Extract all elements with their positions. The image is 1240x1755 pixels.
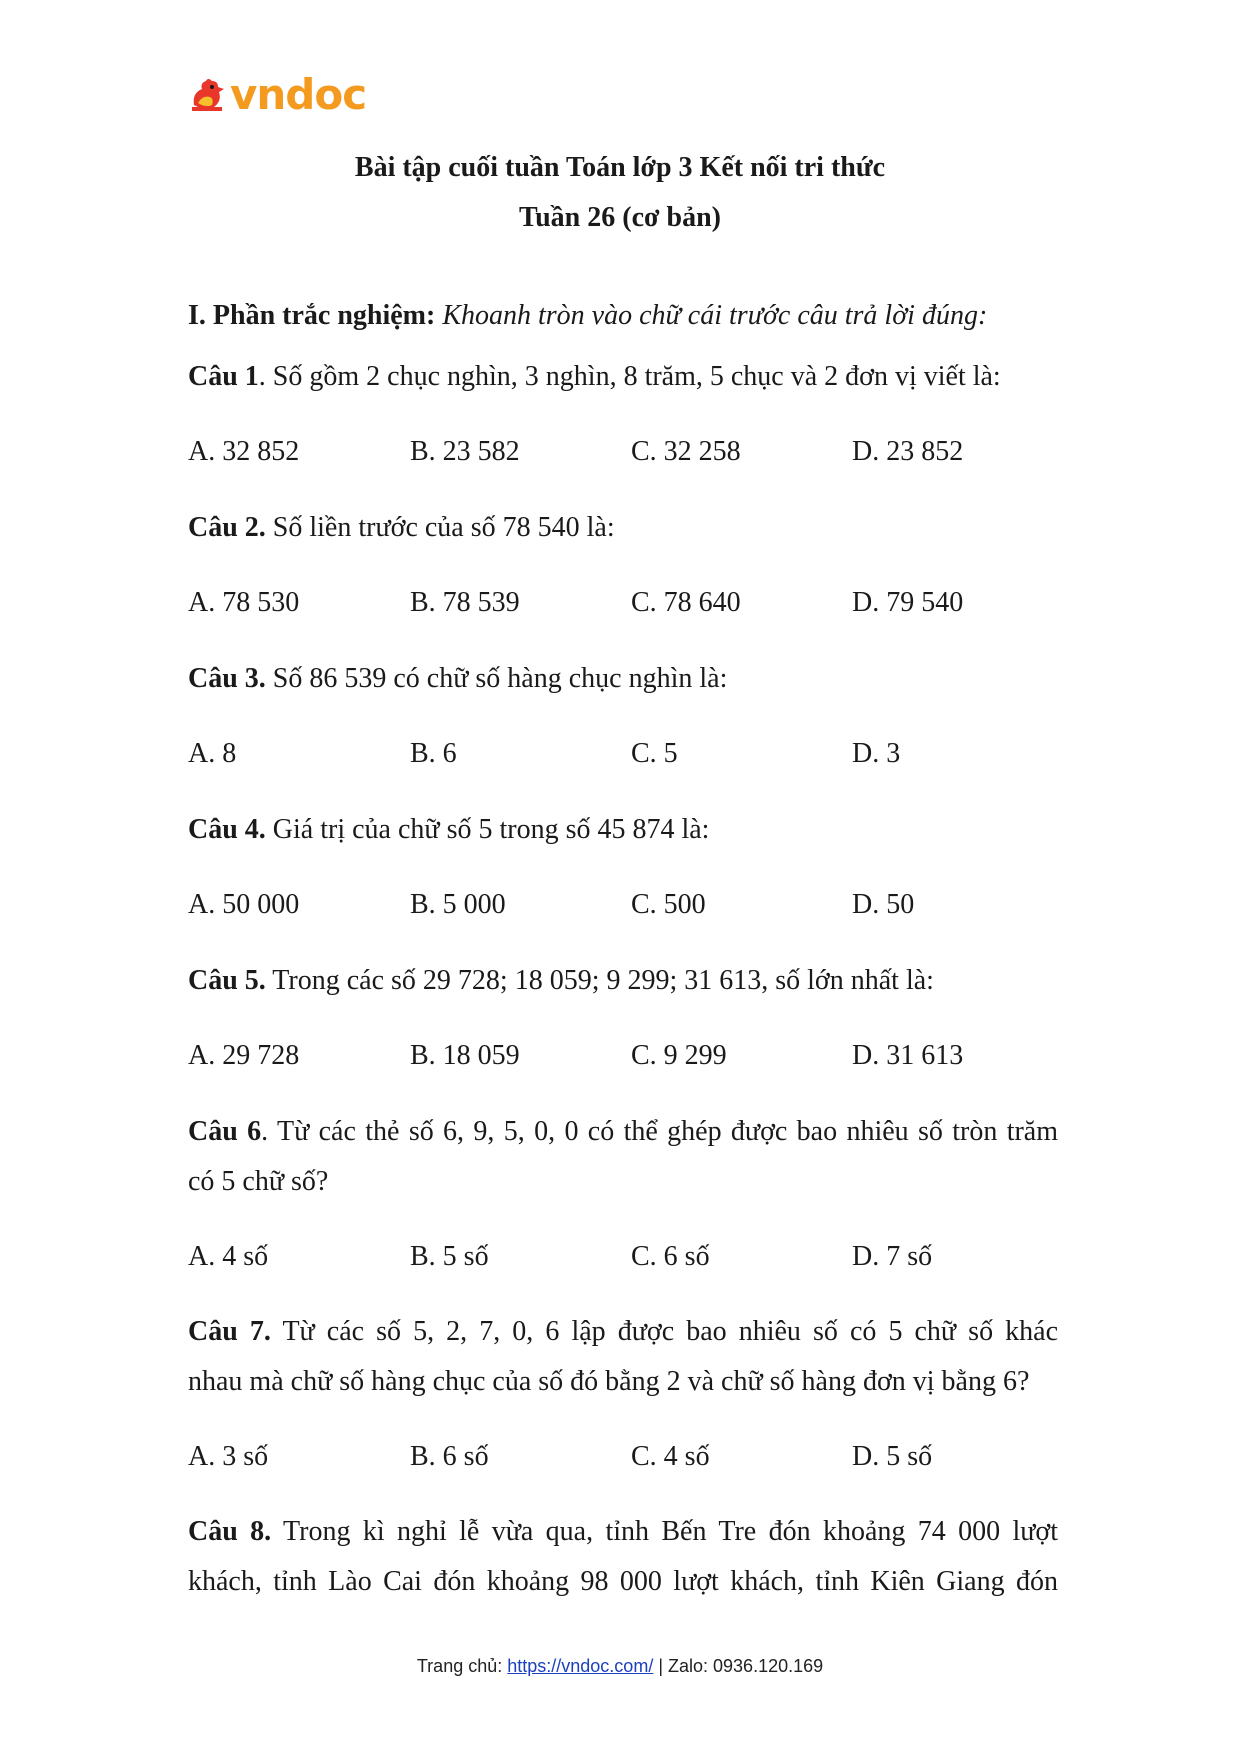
question-2: [188, 512, 1058, 544]
option-c[interactable]: C. 6 số: [631, 1241, 710, 1272]
question-2-options: [188, 587, 1058, 621]
option-d[interactable]: D. 23 852: [852, 436, 964, 467]
option-d[interactable]: D. 7 số: [852, 1241, 933, 1272]
question-4-options: [188, 889, 1058, 923]
question-label: Câu 1: [188, 361, 259, 392]
question-label: Câu 2.: [188, 512, 266, 543]
question-text: Từ các số 5, 2, 7, 0, 6 lập được bao nhiêu số có 5 chữ số khác: [270, 1316, 1059, 1347]
option-b[interactable]: B. 6: [410, 738, 457, 769]
question-label: Câu 4.: [188, 814, 266, 845]
question-text: Trong kì nghỉ lễ vừa qua, tỉnh Bến Tre đón khoảng 74 000 lượt: [271, 1516, 1059, 1547]
option-b[interactable]: B. 5 000: [410, 889, 506, 920]
question-1: [188, 361, 1058, 393]
section-heading: [188, 300, 987, 332]
question-1-options: [188, 436, 1058, 470]
option-a[interactable]: A. 32 852: [188, 436, 300, 467]
footer-contact: | Zalo: 0936.120.169: [653, 1656, 824, 1676]
option-b[interactable]: B. 5 số: [410, 1241, 489, 1272]
footer-prefix: Trang chủ:: [416, 1656, 508, 1676]
option-a[interactable]: A. 3 số: [188, 1441, 269, 1472]
option-c[interactable]: C. 4 số: [631, 1441, 710, 1472]
question-label: Câu 7.: [188, 1316, 271, 1347]
option-c[interactable]: C. 5: [631, 738, 678, 769]
question-label: Câu 5.: [188, 965, 266, 996]
option-b[interactable]: B. 6 số: [410, 1441, 489, 1472]
option-d[interactable]: D. 31 613: [852, 1040, 964, 1071]
question-8-continued: [188, 1566, 1058, 1598]
question-3: [188, 663, 1058, 695]
question-3-options: [188, 738, 1058, 772]
section-label: I. Phần trắc nghiệm:: [188, 300, 436, 331]
option-d[interactable]: D. 3: [852, 738, 901, 769]
question-text: . Số gồm 2 chục nghìn, 3 nghìn, 8 trăm, 5 chục và 2 đơn vị viết là:: [258, 361, 1001, 392]
page-footer: [0, 1656, 1240, 1677]
question-7-options: [188, 1441, 1058, 1475]
question-label: Câu 6: [188, 1116, 262, 1147]
option-d[interactable]: D. 50: [852, 889, 915, 920]
question-text: Số liền trước của số 78 540 là:: [265, 512, 615, 543]
question-6-options: [188, 1241, 1058, 1275]
option-a[interactable]: A. 78 530: [188, 587, 300, 618]
option-d[interactable]: D. 5 số: [852, 1441, 933, 1472]
vndoc-logo[interactable]: [188, 70, 367, 119]
question-label: Câu 8.: [188, 1516, 272, 1547]
question-8: [188, 1516, 1058, 1548]
question-text: khách, tỉnh Lào Cai đón khoảng 98 000 lượt khách, tỉnh Kiên Giang đón: [188, 1566, 1058, 1597]
question-7: [188, 1316, 1058, 1348]
question-4: [188, 814, 1058, 846]
question-7-continued: [188, 1366, 1058, 1398]
option-a[interactable]: A. 4 số: [188, 1241, 269, 1272]
option-a[interactable]: A. 50 000: [188, 889, 300, 920]
homepage-link[interactable]: https://vndoc.com/: [507, 1656, 654, 1676]
option-a[interactable]: A. 8: [188, 738, 237, 769]
logo-text: vndoc: [230, 70, 367, 119]
page-title: Bài tập cuối tuần Toán lớp 3 Kết nối tri thức: [354, 152, 886, 183]
question-6-continued: [188, 1166, 1058, 1198]
question-6: [188, 1116, 1058, 1148]
option-c[interactable]: C. 9 299: [631, 1040, 727, 1071]
option-c[interactable]: C. 500: [631, 889, 706, 920]
section-instruction: Khoanh tròn vào chữ cái trước câu trả lời đúng:: [442, 300, 988, 331]
option-b[interactable]: B. 23 582: [410, 436, 520, 467]
question-5: [188, 965, 1058, 997]
option-b[interactable]: B. 78 539: [410, 587, 520, 618]
option-d[interactable]: D. 79 540: [852, 587, 964, 618]
question-text: có 5 chữ số?: [188, 1166, 329, 1197]
rooster-mascot-icon: [188, 75, 228, 115]
option-b[interactable]: B. 18 059: [410, 1040, 520, 1071]
question-text: Giá trị của chữ số 5 trong số 45 874 là:: [265, 814, 710, 845]
question-text: Số 86 539 có chữ số hàng chục nghìn là:: [265, 663, 728, 694]
question-label: Câu 3.: [188, 663, 266, 694]
option-c[interactable]: C. 32 258: [631, 436, 741, 467]
question-text: nhau mà chữ số hàng chục của số đó bằng 2 và chữ số hàng đơn vị bằng 6?: [188, 1366, 1030, 1397]
question-5-options: [188, 1040, 1058, 1074]
option-a[interactable]: A. 29 728: [188, 1040, 300, 1071]
option-c[interactable]: C. 78 640: [631, 587, 741, 618]
question-text: . Từ các thẻ số 6, 9, 5, 0, 0 có thể ghép được bao nhiêu số tròn trăm: [261, 1116, 1059, 1147]
page-subtitle: Tuần 26 (cơ bản): [519, 202, 721, 233]
question-text: Trong các số 29 728; 18 059; 9 299; 31 613, số lớn nhất là:: [265, 965, 934, 996]
